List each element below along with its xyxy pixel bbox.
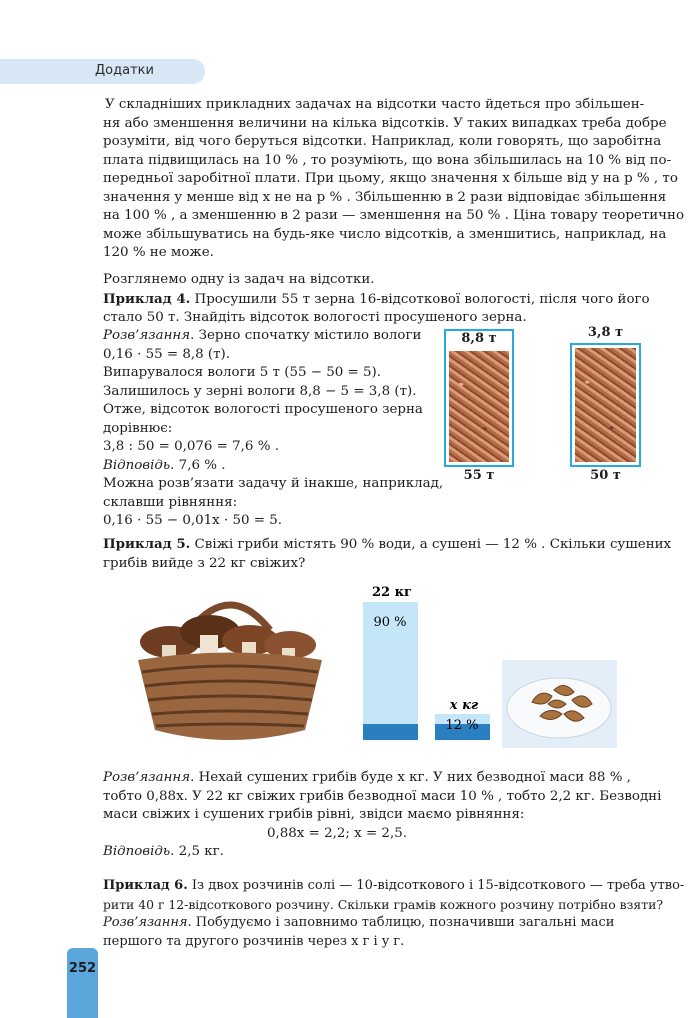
example6-title: Приклад 6.	[103, 878, 188, 893]
grain-fill	[575, 348, 636, 462]
intro-paragraph	[103, 96, 685, 263]
sack1-moisture-label: 8,8 т	[461, 331, 497, 346]
dried-water-label: 12 %	[445, 718, 479, 733]
example4-task-line	[103, 290, 650, 310]
section-header-tab	[0, 59, 205, 84]
section-title: Додатки	[95, 63, 154, 78]
example5-task-text: Свіжі гриби містять 90 % води, а сушені — 12 % . Скільки сушених	[190, 537, 672, 552]
fresh-water-label: 90 %	[373, 615, 407, 630]
example5-task	[103, 535, 672, 573]
example5-solution	[103, 769, 662, 862]
example6-task-text: Із двох розчинів солі — 10-відсоткового і 15-відсоткового — треба утво-	[187, 878, 685, 893]
example6-solution-label: Розв’язання	[103, 915, 188, 930]
grain-fill	[449, 351, 509, 462]
example4-task-text: Просушили 55 т зерна 16-відсоткової вологості, після чого його	[190, 291, 650, 307]
sack1-mass-label: 55 т	[463, 468, 495, 483]
sack2-moisture-label: 3,8 т	[587, 325, 624, 340]
example5-task-line2: грибів вийде з 22 кг свіжих?	[103, 555, 306, 571]
grain-sack-dry	[570, 343, 641, 467]
intro-line: значення y менше від x не на p % . Збільшенню в 2 рази відповідає збільшення	[103, 189, 667, 205]
example4-solution-line: Отже, відсоток вологості просушеного зерна	[103, 402, 423, 417]
example5-answer-value: . 2,5 кг.	[170, 844, 224, 859]
example5-solution-line: маси свіжих і сушених грибів рівні, звідси маємо рівняння:	[103, 807, 525, 822]
sack2-mass-label: 50 т	[590, 468, 621, 483]
example4-solution-line: дорівнює:	[103, 420, 173, 436]
example6	[103, 877, 685, 951]
example4-answer-label: Відповідь	[103, 457, 171, 473]
fresh-mass-label: 22 кг	[372, 585, 412, 600]
example4-title: Приклад 4.	[103, 290, 191, 307]
intro-line: може збільшуватись на будь-яке число відсотків, а зменшитись, наприклад, на	[103, 226, 667, 242]
intro-line: передньої заробітної плати. При цьому, якщо значення x більше від y на p % , то	[103, 171, 678, 186]
example4-alt-line: склавши рівняння:	[103, 494, 238, 510]
example4-solution-line: 3,8 : 50 = 0,076 = 7,6 % .	[103, 439, 279, 454]
page-number-tab	[67, 948, 98, 1018]
consider-line	[103, 271, 650, 328]
example6-solution-line: . Побудуємо і заповнимо таблицю, позначивши загальні маси	[187, 915, 615, 930]
example4-solution-line: . Зерно спочатку містило вологи	[190, 328, 422, 343]
example4-alt-line: Можна розв’язати задачу й інакше, наприклад,	[103, 476, 444, 491]
example4-task-line2: стало 50 т. Знайдіть відсоток вологості просушеного зерна.	[103, 310, 527, 325]
example5-solution-label: Розв’язання	[103, 770, 191, 785]
example4-solution	[103, 327, 444, 531]
example5-title: Приклад 5.	[103, 536, 191, 552]
fresh-dry-bar	[363, 724, 418, 740]
intro-line: на 100 % , а зменшенню в 2 рази — зменшення на 50 % . Ціна товару теоретично	[103, 208, 685, 223]
example6-solution-line2: першого та другого розчинів через x г і y г.	[103, 933, 405, 949]
intro-line: ня або зменшення величини на кілька відсотків. У таких випадках треба добре	[103, 115, 667, 131]
dried-mass-label: x кг	[449, 698, 479, 713]
example4-solution-label: Розв’язання	[103, 328, 191, 343]
intro-line: У складніших прикладних задачах на відсотки часто йдеться про збільшен-	[105, 97, 645, 112]
example5-answer-label: Відповідь	[103, 844, 171, 859]
consider-text: Розглянемо одну із задач на відсотки.	[103, 272, 375, 287]
example4-solution-line: Залишилось у зерні вологи 8,8 − 5 = 3,8 (т).	[103, 383, 417, 399]
mushroom-water-chart	[355, 580, 495, 750]
example5-solution-line: тобто 0,88x. У 22 кг свіжих грибів безводної маси 10 % , тобто 2,2 кг. Безводні	[103, 788, 662, 804]
intro-line: плата підвищилась на 10 % , то розуміють, що вона збільшилась на 10 % від по-	[103, 152, 672, 168]
grain-sack-wet	[444, 329, 514, 467]
example5-solution-line: . Нехай сушених грибів буде x кг. У них безводної маси 88 % ,	[190, 770, 631, 785]
mushroom-basket-illustration	[130, 590, 330, 750]
page-number: 252	[68, 961, 97, 976]
example4-solution-line: Випарувалося вологи 5 т (55 − 50 = 5).	[103, 365, 381, 380]
example5-equation: 0,88x = 2,2; x = 2,5.	[266, 825, 407, 841]
example4-solution-line: 0,16 · 55 = 8,8 (т).	[103, 346, 231, 362]
example6-task-line2: рити 40 г 12-відсоткового розчину. Скільки грамів кожного розчину потрібно взяти?	[103, 896, 663, 912]
example4-answer-value: . 7,6 % .	[170, 457, 226, 473]
example4-alt-line: 0,16 · 55 − 0,01x · 50 = 5.	[103, 513, 283, 528]
dried-mushrooms-illustration	[502, 660, 617, 748]
intro-line: 120 % не може.	[103, 245, 214, 260]
intro-line: розуміти, від чого беруться відсотки. Наприклад, коли говорять, що заробітна	[103, 134, 662, 149]
